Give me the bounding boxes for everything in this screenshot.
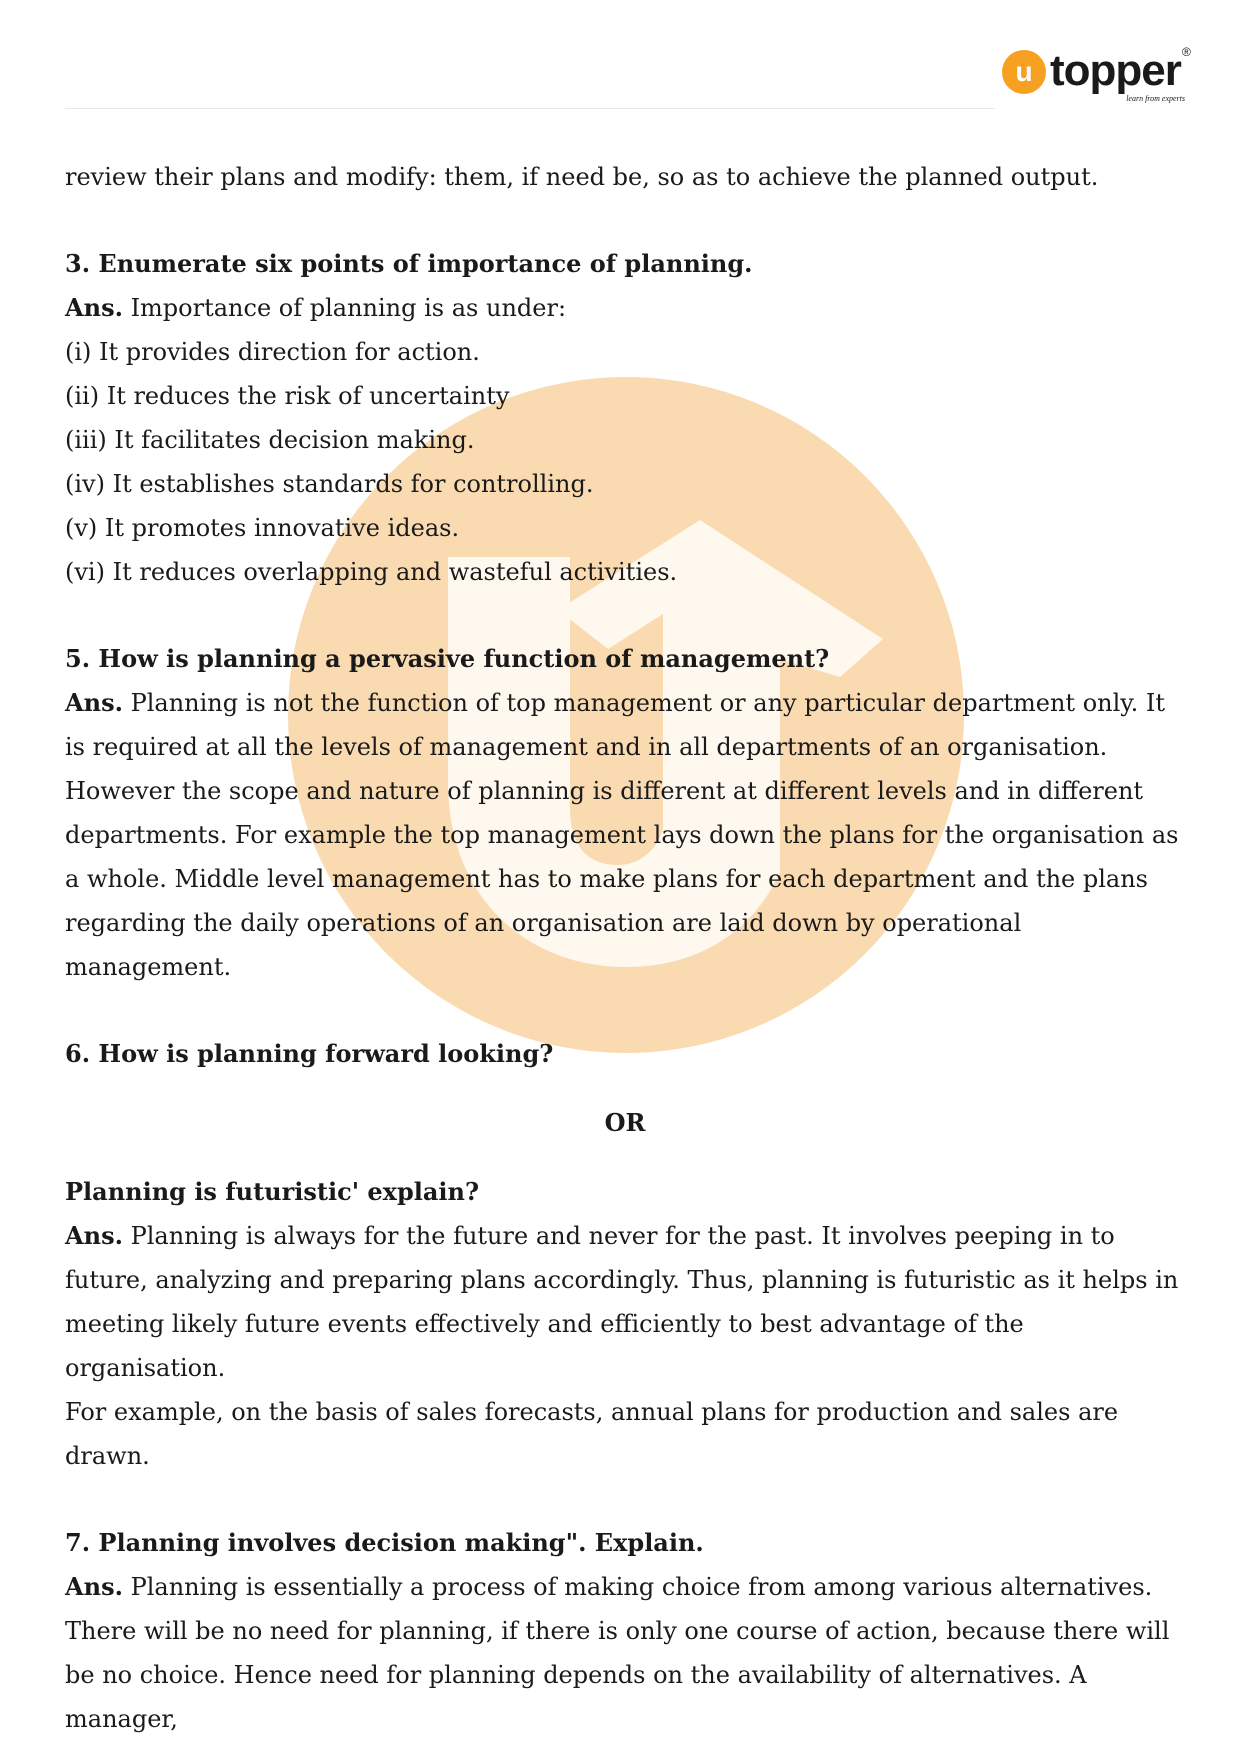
or-separator: OR bbox=[604, 1108, 646, 1137]
ans-label: Ans. bbox=[65, 293, 123, 322]
answer-3-point-4: (iv) It establishes standards for controlling. bbox=[65, 470, 594, 498]
answer-3-intro: Ans. Importance of planning is as under: bbox=[65, 293, 567, 322]
logo-tagline: learn from experts bbox=[1126, 94, 1185, 103]
question-7: 7. Planning involves decision making". Explain. bbox=[65, 1528, 704, 1557]
answer-6-example: For example, on the basis of sales forecasts, annual plans for production and sales are drawn. bbox=[65, 1398, 1119, 1470]
question-5: 5. How is planning a pervasive function of management? bbox=[65, 644, 830, 673]
answer-7: Ans. Planning is essentially a process of making choice from among various alternatives. There will be no need for planning, if there is only one course of action, because there will be no choice. Hence need for planning depends on the availability of alternatives. A manager, bbox=[65, 1572, 1170, 1733]
logo-u-glyph: u bbox=[1015, 56, 1033, 87]
document-body bbox=[65, 155, 1185, 1741]
ans-label: Ans. bbox=[65, 1221, 123, 1250]
answer-3-point-6: (vi) It reduces overlapping and wasteful activities. bbox=[65, 558, 678, 586]
intro-line: review their plans and modify: them, if need be, so as to achieve the planned output. bbox=[65, 163, 1099, 191]
header-divider bbox=[65, 108, 995, 109]
ans-label: Ans. bbox=[65, 1572, 123, 1601]
question-6: 6. How is planning forward looking? bbox=[65, 1039, 554, 1068]
ans-label: Ans. bbox=[65, 688, 123, 717]
question-6-alt: Planning is futuristic' explain? bbox=[65, 1177, 480, 1206]
answer-3-point-5: (v) It promotes innovative ideas. bbox=[65, 514, 460, 542]
question-3: 3. Enumerate six points of importance of planning. bbox=[65, 249, 753, 278]
utopper-logo bbox=[1002, 44, 1202, 106]
answer-5: Ans. Planning is not the function of top management or any particular department only. It is required at all the levels of management and in all departments of an organisation. However the scope and nature of planning is different at different levels and in different departments. For example the top management lays down the plans for the organisation as a whole. Middle level management has to make plans for each department and the plans regarding the daily operations of an organisation are laid down by operational management. bbox=[65, 688, 1179, 981]
answer-3-point-3: (iii) It facilitates decision making. bbox=[65, 426, 475, 454]
answer-3-point-2: (ii) It reduces the risk of uncertainty bbox=[65, 382, 510, 410]
logo-registered-mark: ® bbox=[1182, 45, 1191, 59]
answer-6: Ans. Planning is always for the future and never for the past. It involves peeping in to future, analyzing and preparing plans accordingly. Thus, planning is futuristic as it helps in meeting likely future events effectively and efficiently to best advantage of the organisation. bbox=[65, 1221, 1179, 1382]
answer-3-point-1: (i) It provides direction for action. bbox=[65, 338, 480, 366]
logo-wordmark: topper bbox=[1050, 46, 1181, 95]
